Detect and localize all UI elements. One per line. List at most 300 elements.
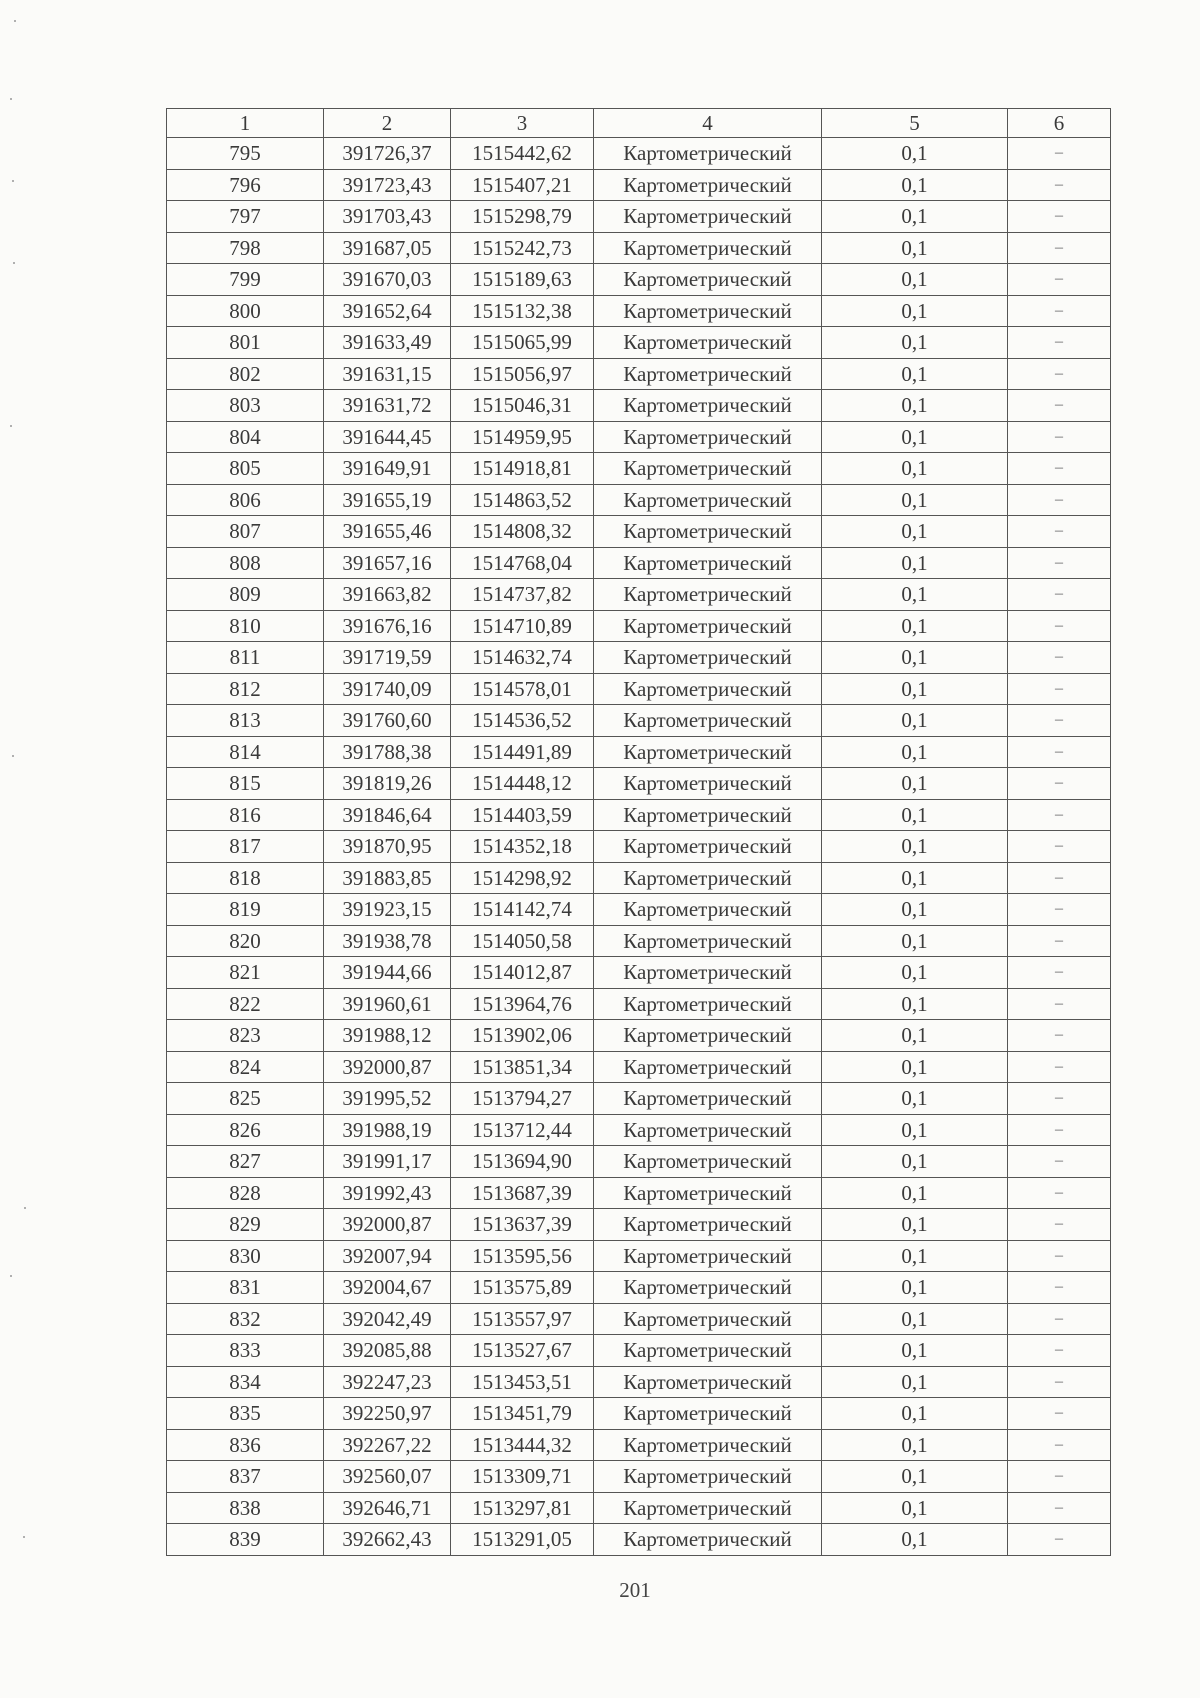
y-coordinate-cell: 1513527,67 xyxy=(451,1335,594,1367)
point-number-cell: 801 xyxy=(167,327,324,359)
method-cell: Картометрический xyxy=(594,862,822,894)
method-cell: Картометрический xyxy=(594,894,822,926)
x-coordinate-cell: 391687,05 xyxy=(324,232,451,264)
table-row xyxy=(167,1335,1111,1367)
point-number-cell: 823 xyxy=(167,1020,324,1052)
table-row xyxy=(167,169,1111,201)
header-cell-2: 2 xyxy=(324,109,451,138)
y-coordinate-cell: 1514710,89 xyxy=(451,610,594,642)
method-cell: Картометрический xyxy=(594,138,822,170)
table-row xyxy=(167,358,1111,390)
scan-speck xyxy=(12,180,14,182)
note-cell: – xyxy=(1008,799,1111,831)
method-cell: Картометрический xyxy=(594,264,822,296)
point-number-cell: 812 xyxy=(167,673,324,705)
table-row xyxy=(167,894,1111,926)
accuracy-cell: 0,1 xyxy=(822,799,1008,831)
accuracy-cell: 0,1 xyxy=(822,484,1008,516)
accuracy-cell: 0,1 xyxy=(822,1020,1008,1052)
table-row xyxy=(167,232,1111,264)
accuracy-cell: 0,1 xyxy=(822,736,1008,768)
method-cell: Картометрический xyxy=(594,988,822,1020)
table-row xyxy=(167,1272,1111,1304)
accuracy-cell: 0,1 xyxy=(822,925,1008,957)
point-number-cell: 836 xyxy=(167,1429,324,1461)
y-coordinate-cell: 1515132,38 xyxy=(451,295,594,327)
method-cell: Картометрический xyxy=(594,390,822,422)
x-coordinate-cell: 392267,22 xyxy=(324,1429,451,1461)
method-cell: Картометрический xyxy=(594,1429,822,1461)
point-number-cell: 802 xyxy=(167,358,324,390)
y-coordinate-cell: 1513687,39 xyxy=(451,1177,594,1209)
point-number-cell: 799 xyxy=(167,264,324,296)
accuracy-cell: 0,1 xyxy=(822,831,1008,863)
point-number-cell: 815 xyxy=(167,768,324,800)
note-cell: – xyxy=(1008,295,1111,327)
table-row xyxy=(167,1524,1111,1556)
coordinates-table xyxy=(166,108,1111,1556)
x-coordinate-cell: 391788,38 xyxy=(324,736,451,768)
x-coordinate-cell: 391726,37 xyxy=(324,138,451,170)
point-number-cell: 831 xyxy=(167,1272,324,1304)
point-number-cell: 827 xyxy=(167,1146,324,1178)
y-coordinate-cell: 1513851,34 xyxy=(451,1051,594,1083)
x-coordinate-cell: 391663,82 xyxy=(324,579,451,611)
method-cell: Картометрический xyxy=(594,1303,822,1335)
note-cell: – xyxy=(1008,169,1111,201)
table-row xyxy=(167,610,1111,642)
note-cell: – xyxy=(1008,358,1111,390)
table-row xyxy=(167,1177,1111,1209)
accuracy-cell: 0,1 xyxy=(822,1114,1008,1146)
method-cell: Картометрический xyxy=(594,421,822,453)
x-coordinate-cell: 391703,43 xyxy=(324,201,451,233)
table-row xyxy=(167,516,1111,548)
x-coordinate-cell: 391883,85 xyxy=(324,862,451,894)
x-coordinate-cell: 391655,19 xyxy=(324,484,451,516)
note-cell: – xyxy=(1008,547,1111,579)
x-coordinate-cell: 392646,71 xyxy=(324,1492,451,1524)
y-coordinate-cell: 1514578,01 xyxy=(451,673,594,705)
note-cell: – xyxy=(1008,862,1111,894)
x-coordinate-cell: 391991,17 xyxy=(324,1146,451,1178)
point-number-cell: 820 xyxy=(167,925,324,957)
method-cell: Картометрический xyxy=(594,831,822,863)
note-cell: – xyxy=(1008,831,1111,863)
method-cell: Картометрический xyxy=(594,1240,822,1272)
point-number-cell: 824 xyxy=(167,1051,324,1083)
scan-speck xyxy=(14,20,16,22)
note-cell: – xyxy=(1008,1114,1111,1146)
point-number-cell: 837 xyxy=(167,1461,324,1493)
method-cell: Картометрический xyxy=(594,1492,822,1524)
note-cell: – xyxy=(1008,642,1111,674)
note-cell: – xyxy=(1008,390,1111,422)
y-coordinate-cell: 1513595,56 xyxy=(451,1240,594,1272)
method-cell: Картометрический xyxy=(594,169,822,201)
accuracy-cell: 0,1 xyxy=(822,1398,1008,1430)
point-number-cell: 798 xyxy=(167,232,324,264)
y-coordinate-cell: 1514768,04 xyxy=(451,547,594,579)
y-coordinate-cell: 1514491,89 xyxy=(451,736,594,768)
table-row xyxy=(167,453,1111,485)
point-number-cell: 838 xyxy=(167,1492,324,1524)
method-cell: Картометрический xyxy=(594,1524,822,1556)
accuracy-cell: 0,1 xyxy=(822,957,1008,989)
y-coordinate-cell: 1513453,51 xyxy=(451,1366,594,1398)
method-cell: Картометрический xyxy=(594,799,822,831)
table-row xyxy=(167,642,1111,674)
accuracy-cell: 0,1 xyxy=(822,264,1008,296)
x-coordinate-cell: 391676,16 xyxy=(324,610,451,642)
x-coordinate-cell: 392247,23 xyxy=(324,1366,451,1398)
method-cell: Картометрический xyxy=(594,1335,822,1367)
y-coordinate-cell: 1513794,27 xyxy=(451,1083,594,1115)
accuracy-cell: 0,1 xyxy=(822,1272,1008,1304)
table-row xyxy=(167,484,1111,516)
table-row xyxy=(167,579,1111,611)
x-coordinate-cell: 392662,43 xyxy=(324,1524,451,1556)
note-cell: – xyxy=(1008,1492,1111,1524)
point-number-cell: 828 xyxy=(167,1177,324,1209)
accuracy-cell: 0,1 xyxy=(822,1240,1008,1272)
accuracy-cell: 0,1 xyxy=(822,1146,1008,1178)
point-number-cell: 806 xyxy=(167,484,324,516)
y-coordinate-cell: 1515189,63 xyxy=(451,264,594,296)
x-coordinate-cell: 391723,43 xyxy=(324,169,451,201)
x-coordinate-cell: 391670,03 xyxy=(324,264,451,296)
y-coordinate-cell: 1514863,52 xyxy=(451,484,594,516)
table-row xyxy=(167,138,1111,170)
note-cell: – xyxy=(1008,1398,1111,1430)
table-row xyxy=(167,1114,1111,1146)
y-coordinate-cell: 1514632,74 xyxy=(451,642,594,674)
method-cell: Картометрический xyxy=(594,1209,822,1241)
point-number-cell: 834 xyxy=(167,1366,324,1398)
point-number-cell: 807 xyxy=(167,516,324,548)
x-coordinate-cell: 391944,66 xyxy=(324,957,451,989)
y-coordinate-cell: 1513902,06 xyxy=(451,1020,594,1052)
note-cell: – xyxy=(1008,421,1111,453)
x-coordinate-cell: 391938,78 xyxy=(324,925,451,957)
method-cell: Картометрический xyxy=(594,1114,822,1146)
accuracy-cell: 0,1 xyxy=(822,1303,1008,1335)
accuracy-cell: 0,1 xyxy=(822,169,1008,201)
y-coordinate-cell: 1514012,87 xyxy=(451,957,594,989)
note-cell: – xyxy=(1008,610,1111,642)
x-coordinate-cell: 391719,59 xyxy=(324,642,451,674)
y-coordinate-cell: 1515298,79 xyxy=(451,201,594,233)
x-coordinate-cell: 391652,64 xyxy=(324,295,451,327)
note-cell: – xyxy=(1008,579,1111,611)
note-cell: – xyxy=(1008,138,1111,170)
x-coordinate-cell: 391631,15 xyxy=(324,358,451,390)
x-coordinate-cell: 391631,72 xyxy=(324,390,451,422)
y-coordinate-cell: 1514352,18 xyxy=(451,831,594,863)
x-coordinate-cell: 391760,60 xyxy=(324,705,451,737)
x-coordinate-cell: 392085,88 xyxy=(324,1335,451,1367)
method-cell: Картометрический xyxy=(594,232,822,264)
accuracy-cell: 0,1 xyxy=(822,988,1008,1020)
y-coordinate-cell: 1513291,05 xyxy=(451,1524,594,1556)
accuracy-cell: 0,1 xyxy=(822,232,1008,264)
note-cell: – xyxy=(1008,957,1111,989)
method-cell: Картометрический xyxy=(594,1272,822,1304)
note-cell: – xyxy=(1008,327,1111,359)
table-row xyxy=(167,988,1111,1020)
point-number-cell: 822 xyxy=(167,988,324,1020)
table-row xyxy=(167,327,1111,359)
table-row xyxy=(167,264,1111,296)
table-row xyxy=(167,1051,1111,1083)
note-cell: – xyxy=(1008,453,1111,485)
method-cell: Картометрический xyxy=(594,768,822,800)
method-cell: Картометрический xyxy=(594,1461,822,1493)
x-coordinate-cell: 392000,87 xyxy=(324,1209,451,1241)
accuracy-cell: 0,1 xyxy=(822,1366,1008,1398)
accuracy-cell: 0,1 xyxy=(822,516,1008,548)
point-number-cell: 814 xyxy=(167,736,324,768)
note-cell: – xyxy=(1008,1051,1111,1083)
table-body xyxy=(167,138,1111,1556)
scan-speck xyxy=(23,1536,25,1538)
table-row xyxy=(167,1492,1111,1524)
y-coordinate-cell: 1514448,12 xyxy=(451,768,594,800)
accuracy-cell: 0,1 xyxy=(822,1461,1008,1493)
note-cell: – xyxy=(1008,264,1111,296)
note-cell: – xyxy=(1008,1020,1111,1052)
scan-speck xyxy=(10,1275,12,1277)
x-coordinate-cell: 391988,19 xyxy=(324,1114,451,1146)
y-coordinate-cell: 1514050,58 xyxy=(451,925,594,957)
note-cell: – xyxy=(1008,232,1111,264)
note-cell: – xyxy=(1008,201,1111,233)
x-coordinate-cell: 392000,87 xyxy=(324,1051,451,1083)
table-row xyxy=(167,1240,1111,1272)
y-coordinate-cell: 1513444,32 xyxy=(451,1429,594,1461)
point-number-cell: 805 xyxy=(167,453,324,485)
note-cell: – xyxy=(1008,673,1111,705)
y-coordinate-cell: 1513297,81 xyxy=(451,1492,594,1524)
x-coordinate-cell: 392007,94 xyxy=(324,1240,451,1272)
method-cell: Картометрический xyxy=(594,705,822,737)
point-number-cell: 816 xyxy=(167,799,324,831)
accuracy-cell: 0,1 xyxy=(822,390,1008,422)
accuracy-cell: 0,1 xyxy=(822,201,1008,233)
accuracy-cell: 0,1 xyxy=(822,705,1008,737)
table-row xyxy=(167,768,1111,800)
x-coordinate-cell: 392004,67 xyxy=(324,1272,451,1304)
scan-speck xyxy=(10,425,12,427)
point-number-cell: 818 xyxy=(167,862,324,894)
point-number-cell: 835 xyxy=(167,1398,324,1430)
accuracy-cell: 0,1 xyxy=(822,1051,1008,1083)
note-cell: – xyxy=(1008,925,1111,957)
x-coordinate-cell: 392042,49 xyxy=(324,1303,451,1335)
x-coordinate-cell: 391960,61 xyxy=(324,988,451,1020)
y-coordinate-cell: 1513557,97 xyxy=(451,1303,594,1335)
x-coordinate-cell: 391870,95 xyxy=(324,831,451,863)
scan-speck xyxy=(10,98,12,100)
accuracy-cell: 0,1 xyxy=(822,610,1008,642)
y-coordinate-cell: 1513575,89 xyxy=(451,1272,594,1304)
coordinates-table-container xyxy=(166,108,1110,1556)
point-number-cell: 817 xyxy=(167,831,324,863)
table-row xyxy=(167,799,1111,831)
note-cell: – xyxy=(1008,736,1111,768)
method-cell: Картометрический xyxy=(594,1051,822,1083)
method-cell: Картометрический xyxy=(594,1398,822,1430)
header-cell-5: 5 xyxy=(822,109,1008,138)
point-number-cell: 832 xyxy=(167,1303,324,1335)
note-cell: – xyxy=(1008,1240,1111,1272)
y-coordinate-cell: 1513694,90 xyxy=(451,1146,594,1178)
note-cell: – xyxy=(1008,1303,1111,1335)
method-cell: Картометрический xyxy=(594,1366,822,1398)
table-row xyxy=(167,1303,1111,1335)
method-cell: Картометрический xyxy=(594,642,822,674)
x-coordinate-cell: 391923,15 xyxy=(324,894,451,926)
header-cell-6: 6 xyxy=(1008,109,1111,138)
note-cell: – xyxy=(1008,988,1111,1020)
x-coordinate-cell: 391644,45 xyxy=(324,421,451,453)
accuracy-cell: 0,1 xyxy=(822,894,1008,926)
accuracy-cell: 0,1 xyxy=(822,862,1008,894)
y-coordinate-cell: 1514808,32 xyxy=(451,516,594,548)
note-cell: – xyxy=(1008,1429,1111,1461)
accuracy-cell: 0,1 xyxy=(822,421,1008,453)
method-cell: Картометрический xyxy=(594,736,822,768)
x-coordinate-cell: 391649,91 xyxy=(324,453,451,485)
y-coordinate-cell: 1514403,59 xyxy=(451,799,594,831)
point-number-cell: 797 xyxy=(167,201,324,233)
x-coordinate-cell: 391988,12 xyxy=(324,1020,451,1052)
point-number-cell: 825 xyxy=(167,1083,324,1115)
point-number-cell: 804 xyxy=(167,421,324,453)
accuracy-cell: 0,1 xyxy=(822,642,1008,674)
point-number-cell: 800 xyxy=(167,295,324,327)
method-cell: Картометрический xyxy=(594,201,822,233)
accuracy-cell: 0,1 xyxy=(822,327,1008,359)
point-number-cell: 809 xyxy=(167,579,324,611)
table-row xyxy=(167,831,1111,863)
accuracy-cell: 0,1 xyxy=(822,1492,1008,1524)
note-cell: – xyxy=(1008,1177,1111,1209)
method-cell: Картометрический xyxy=(594,1020,822,1052)
table-row xyxy=(167,705,1111,737)
y-coordinate-cell: 1513712,44 xyxy=(451,1114,594,1146)
point-number-cell: 810 xyxy=(167,610,324,642)
table-row xyxy=(167,736,1111,768)
point-number-cell: 821 xyxy=(167,957,324,989)
table-row xyxy=(167,673,1111,705)
accuracy-cell: 0,1 xyxy=(822,1429,1008,1461)
method-cell: Картометрический xyxy=(594,1177,822,1209)
table-row xyxy=(167,1083,1111,1115)
point-number-cell: 795 xyxy=(167,138,324,170)
accuracy-cell: 0,1 xyxy=(822,579,1008,611)
note-cell: – xyxy=(1008,1461,1111,1493)
note-cell: – xyxy=(1008,516,1111,548)
y-coordinate-cell: 1514142,74 xyxy=(451,894,594,926)
table-row xyxy=(167,421,1111,453)
note-cell: – xyxy=(1008,705,1111,737)
method-cell: Картометрический xyxy=(594,1146,822,1178)
y-coordinate-cell: 1515046,31 xyxy=(451,390,594,422)
accuracy-cell: 0,1 xyxy=(822,1209,1008,1241)
scan-speck xyxy=(12,755,14,757)
accuracy-cell: 0,1 xyxy=(822,453,1008,485)
table-row xyxy=(167,1398,1111,1430)
point-number-cell: 811 xyxy=(167,642,324,674)
table-row xyxy=(167,862,1111,894)
note-cell: – xyxy=(1008,768,1111,800)
header-row xyxy=(167,109,1111,138)
method-cell: Картометрический xyxy=(594,358,822,390)
x-coordinate-cell: 391633,49 xyxy=(324,327,451,359)
header-cell-1: 1 xyxy=(167,109,324,138)
y-coordinate-cell: 1513451,79 xyxy=(451,1398,594,1430)
table-row xyxy=(167,1209,1111,1241)
y-coordinate-cell: 1515242,73 xyxy=(451,232,594,264)
note-cell: – xyxy=(1008,894,1111,926)
y-coordinate-cell: 1514536,52 xyxy=(451,705,594,737)
x-coordinate-cell: 391819,26 xyxy=(324,768,451,800)
table-row xyxy=(167,1461,1111,1493)
accuracy-cell: 0,1 xyxy=(822,1177,1008,1209)
x-coordinate-cell: 391657,16 xyxy=(324,547,451,579)
y-coordinate-cell: 1514298,92 xyxy=(451,862,594,894)
accuracy-cell: 0,1 xyxy=(822,1335,1008,1367)
table-row xyxy=(167,925,1111,957)
accuracy-cell: 0,1 xyxy=(822,295,1008,327)
method-cell: Картометрический xyxy=(594,295,822,327)
x-coordinate-cell: 391846,64 xyxy=(324,799,451,831)
header-cell-3: 3 xyxy=(451,109,594,138)
y-coordinate-cell: 1514737,82 xyxy=(451,579,594,611)
accuracy-cell: 0,1 xyxy=(822,547,1008,579)
method-cell: Картометрический xyxy=(594,453,822,485)
note-cell: – xyxy=(1008,1335,1111,1367)
point-number-cell: 819 xyxy=(167,894,324,926)
point-number-cell: 839 xyxy=(167,1524,324,1556)
point-number-cell: 813 xyxy=(167,705,324,737)
method-cell: Картометрический xyxy=(594,925,822,957)
method-cell: Картометрический xyxy=(594,327,822,359)
y-coordinate-cell: 1513309,71 xyxy=(451,1461,594,1493)
x-coordinate-cell: 391995,52 xyxy=(324,1083,451,1115)
accuracy-cell: 0,1 xyxy=(822,138,1008,170)
point-number-cell: 796 xyxy=(167,169,324,201)
table-row xyxy=(167,1366,1111,1398)
note-cell: – xyxy=(1008,1524,1111,1556)
method-cell: Картометрический xyxy=(594,1083,822,1115)
method-cell: Картометрический xyxy=(594,673,822,705)
y-coordinate-cell: 1515407,21 xyxy=(451,169,594,201)
method-cell: Картометрический xyxy=(594,484,822,516)
x-coordinate-cell: 391655,46 xyxy=(324,516,451,548)
point-number-cell: 808 xyxy=(167,547,324,579)
point-number-cell: 830 xyxy=(167,1240,324,1272)
x-coordinate-cell: 391992,43 xyxy=(324,1177,451,1209)
method-cell: Картометрический xyxy=(594,957,822,989)
point-number-cell: 833 xyxy=(167,1335,324,1367)
y-coordinate-cell: 1513637,39 xyxy=(451,1209,594,1241)
accuracy-cell: 0,1 xyxy=(822,673,1008,705)
method-cell: Картометрический xyxy=(594,610,822,642)
note-cell: – xyxy=(1008,1083,1111,1115)
note-cell: – xyxy=(1008,1209,1111,1241)
